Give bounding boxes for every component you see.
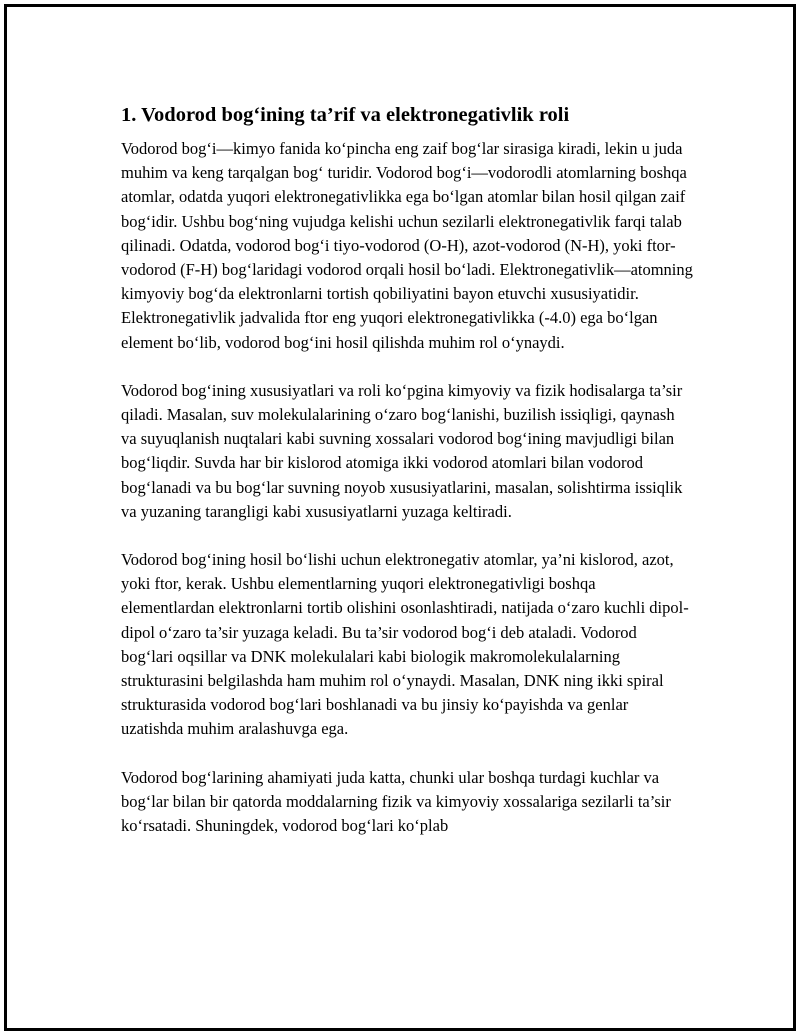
- paragraph-significance: Vodorod bog‘larining ahamiyati juda katta, chunki ular boshqa turdagi kuchlar va bog‘lar bilan bir qatorda moddalarning fizik va kimyoviy xossalariga sezilarli ta’sir ko‘rsatadi. Shuningdek, vodorod bog‘lari ko‘plab: [121, 767, 671, 836]
- document-page: [4, 4, 796, 1031]
- paragraph-formation: Vodorod bog‘ining hosil bo‘lishi uchun elektronegativ atomlar, ya’ni kislorod, azot, yoki ftor, kerak. Ushbu elementlarning yuqori elektronegativligi boshqa elementlardan elektronlarni tortib olishini osonlashtiradi, natijada o‘zaro kuchli dipol-dipol o‘zaro ta’sir yuzaga keladi. Bu ta’sir vodorod bog‘i deb ataladi. Vodorod bog‘lari oqsillar va DNK molekulalari kabi biologik makromolekulalarning strukturasini belgilashda ham muhim rol o‘ynaydi. Masalan, DNK ning ikki spiral strukturasida vodorod bog‘lari boshlanadi va bu jinsiy ko‘payishda va genlar uzatishda muhim aralashuvga ega.: [121, 550, 689, 739]
- paragraph-definition: Vodorod bog‘i—kimyo fanida ko‘pincha eng zaif bog‘lar sirasiga kiradi, lekin u juda muhim va keng tarqalgan bog‘ turidir. Vodorod bog‘i—vodorodli atomlarning boshqa atomlar, odatda yuqori elektronegativlikka ega bo‘lgan atomlar bilan hosil qilgan zaif bog‘idir. Ushbu bog‘ning vujudga kelishi uchun sezilarli elektronegativlik farqi talab qilinadi. Odatda, vodorod bog‘i tiyo-vodorod (O-H), azot-vodorod (N-H), yoki ftor-vodorod (F-H) bog‘laridagi vodorod orqali hosil bo‘ladi. Elektronegativlik—atomning kimyoviy bog‘da elektronlarni tortish qobiliyatini bayon etuvchi xususiyatidir. Elektronegativlik jadvalida ftor eng yuqori elektronegativlikka (-4.0) ega bo‘lgan element bo‘lib, vodorod bog‘ini hosil qilishda muhim rol o‘ynaydi.: [121, 139, 693, 352]
- section-title: 1. Vodorod bog‘ining ta’rif va elektronegativlik roli: [121, 104, 570, 126]
- paragraph-properties: Vodorod bog‘ining xususiyatlari va roli ko‘pgina kimyoviy va fizik hodisalarga ta’sir qiladi. Masalan, suv molekulalarining o‘zaro bog‘lanishi, buzilish issiqligi, qaynash va suyuqlanish nuqtalari kabi suvning xossalari vodorod bog‘ining mavjudligi bilan bog‘liqdir. Suvda har bir kislorod atomiga ikki vodorod atomlari bilan vodorod bog‘lanadi va bu bog‘lar suvning noyob xususiyatlarini, masalan, solishtirma issiqlik va yuzaning tarangligi kabi xususiyatlarni yuzaga keltiradi.: [121, 380, 683, 521]
- document-body: [121, 101, 693, 862]
